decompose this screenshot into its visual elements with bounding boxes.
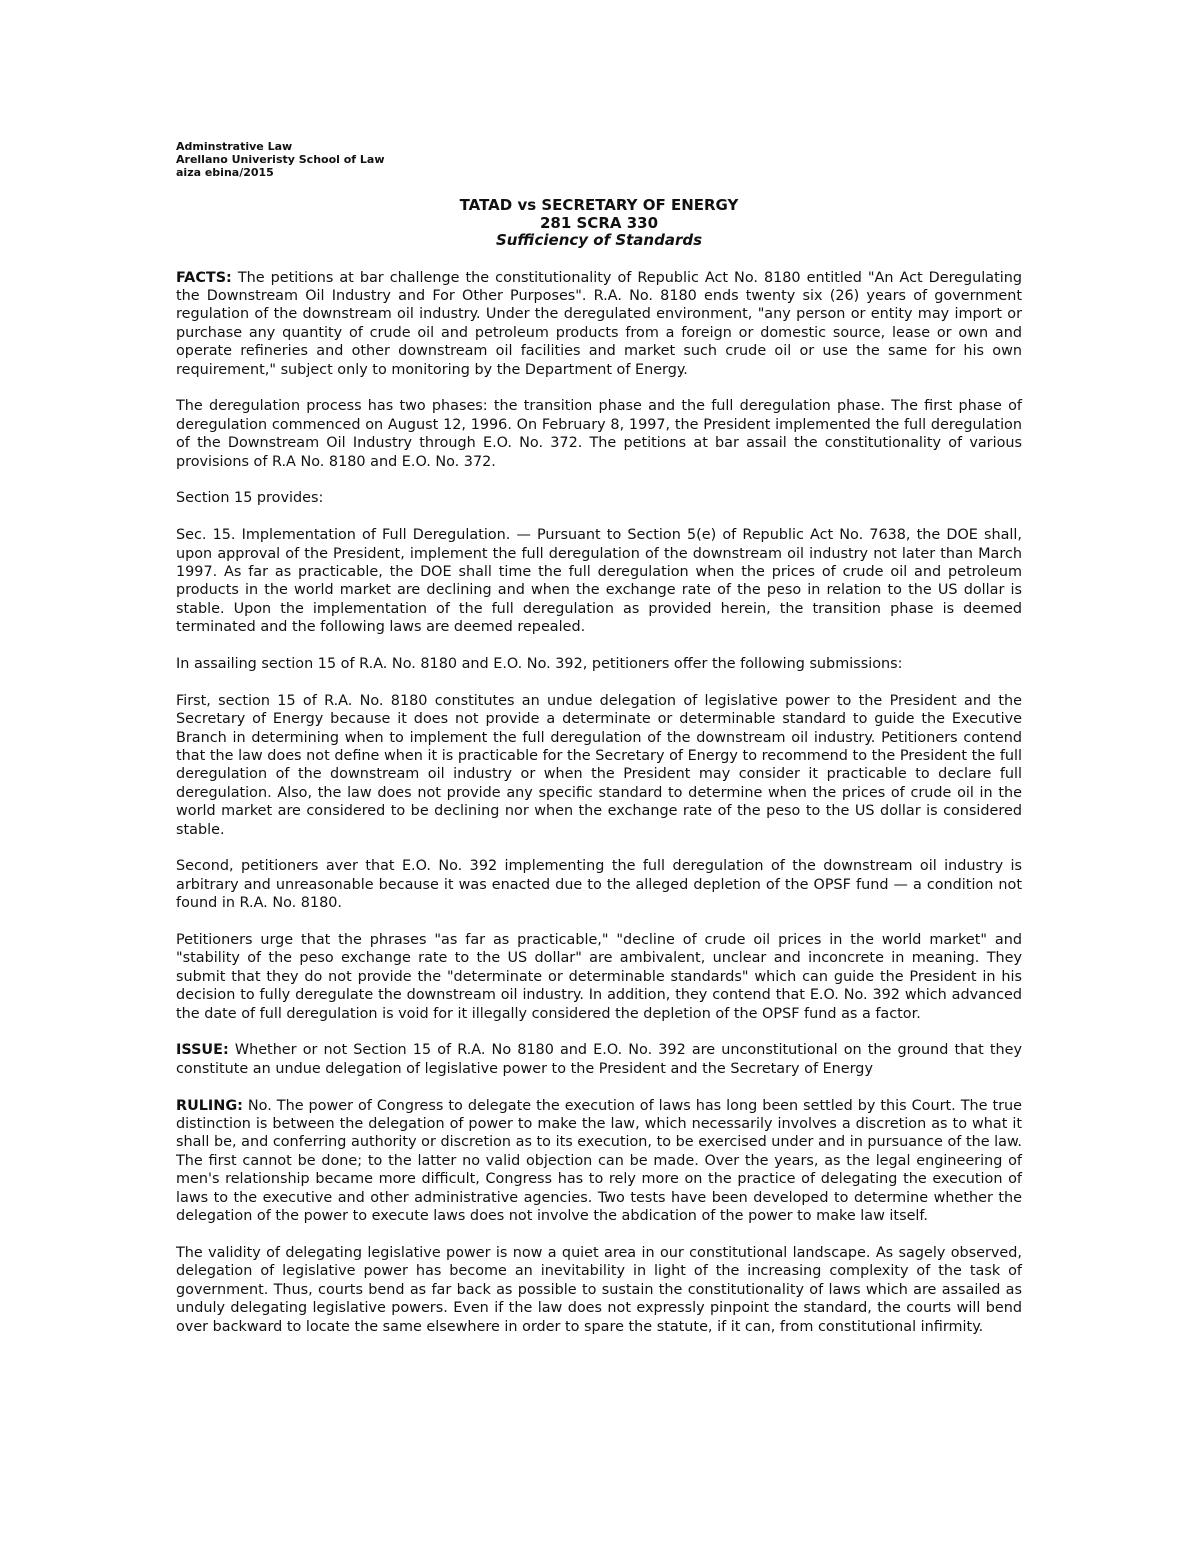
case-topic: Sufficiency of Standards <box>495 231 703 249</box>
submissions-intro-paragraph: In assailing section 15 of R.A. No. 8180 and E.O. No. 392, petitioners offer the following submissions: <box>176 655 903 672</box>
facts-label: FACTS: <box>176 269 232 286</box>
issue-text: Whether or not Section 15 of R.A. No 8180 and E.O. No. 392 are unconstitutional on the ground that they constitute an undue delegation of legislative power to the President and the Secretary of Energy <box>176 1042 1022 1077</box>
author-year: aiza ebina/2015 <box>176 166 274 179</box>
document-header <box>176 140 1022 179</box>
ruling-text: No. The power of Congress to delegate the execution of laws has long been settled by this Court. The true distinction is between the delegation of power to make the law, which necessarily involves a discretion as to what it shall be, and conferring authority or discretion as to its execution, to be exercised under and in pursuance of the law. The first cannot be done; to the latter no valid objection can be made. Over the years, as the legal engineering of men's relationship became more difficult, Congress has to rely more on the practice of delegating the execution of laws to the executive and other administrative agencies. Two tests have been developed to determine whether the delegation of the power to execute laws does not involve the abdication of the power to make law itself. <box>176 1097 1022 1225</box>
issue-paragraph <box>176 1041 1022 1078</box>
document-body <box>176 269 1022 1336</box>
case-title: TATAD vs SECRETARY OF ENERGY <box>459 196 739 214</box>
facts-paragraph <box>176 269 1022 379</box>
closing-paragraph: The validity of delegating legislative power is now a quiet area in our constitutional landscape. As sagely observed, delegation of legislative power has become an inevitability in light of the increasing complexity of the task of government. Thus, courts bend as far back as possible to sustain the constitutionality of laws which are assailed as unduly delegating legislative powers. Even if the law does not expressly pinpoint the standard, the courts will bend over backward to locate the same elsewhere in order to spare the statute, if it can, from constitutional infirmity. <box>176 1244 1022 1335</box>
first-submission-paragraph: First, section 15 of R.A. No. 8180 constitutes an undue delegation of legislative power to the President and the Secretary of Energy because it does not provide a determinate or determinable standard to guide the Executive Branch in determining when to implement the full deregulation of the downstream oil industry. Petitioners contend that the law does not define when it is practicable for the Secretary of Energy to recommend to the President the full deregulation of the downstream oil industry or when the President may consider it practicable to declare full deregulation. Also, the law does not provide any specific standard to determine when the prices of crude oil in the world market are considered to be declining nor when the exchange rate of the peso to the US dollar is considered stable. <box>176 692 1022 838</box>
course-name: Adminstrative Law <box>176 140 293 153</box>
ruling-label: RULING: <box>176 1097 243 1114</box>
second-submission-paragraph: Second, petitioners aver that E.O. No. 392 implementing the full deregulation of the downstream oil industry is arbitrary and unreasonable because it was enacted due to the alleged depletion of the OPSF fund — a condition not found in R.A. No. 8180. <box>176 858 1022 912</box>
issue-label: ISSUE: <box>176 1042 229 1059</box>
section-15-intro-paragraph: Section 15 provides: <box>176 490 324 507</box>
facts-text: The petitions at bar challenge the constitutionality of Republic Act No. 8180 entitled "An Act Deregulating the Downstream Oil Industry and For Other Purposes". R.A. No. 8180 ends twenty six (26) years of government regulation of the downstream oil industry. Under the deregulated environment, "any person or entity may import or purchase any quantity of crude oil and petroleum products from a foreign or domestic source, lease or own and operate refineries and other downstream oil facilities and market such crude oil or use the same for his own requirement," subject only to monitoring by the Department of Energy. <box>176 269 1022 378</box>
deregulation-phases-paragraph: The deregulation process has two phases: the transition phase and the full deregulation phase. The first phase of deregulation commenced on August 12, 1996. On February 8, 1997, the President implemented the full deregulation of the Downstream Oil Industry through E.O. No. 372. The petitions at bar assail the constitutionality of various provisions of R.A No. 8180 and E.O. No. 372. <box>176 398 1022 470</box>
case-citation: 281 SCRA 330 <box>539 213 659 232</box>
case-title-block <box>176 197 1022 250</box>
petitioners-urge-paragraph: Petitioners urge that the phrases "as far as practicable," "decline of crude oil prices in the world market" and "stability of the peso exchange rate to the US dollar" are ambivalent, unclear and inconcrete in meaning. They submit that they do not provide the "determinate or determinable standards" which can guide the President in his decision to fully deregulate the downstream oil industry. In addition, they contend that E.O. No. 392 which advanced the date of full deregulation is void for it illegally considered the depletion of the OPSF fund as a factor. <box>176 932 1022 1022</box>
ruling-paragraph <box>176 1097 1022 1226</box>
document-page <box>176 140 1022 1354</box>
school-name: Arellano Univeristy School of Law <box>176 153 385 166</box>
section-15-text-paragraph: Sec. 15. Implementation of Full Deregulation. — Pursuant to Section 5(e) of Republic Act No. 7638, the DOE shall, upon approval of the President, implement the full deregulation of the downstream oil industry not later than March 1997. As far as practicable, the DOE shall time the full deregulation when the prices of crude oil and petroleum products in the world market are declining and when the exchange rate of the peso in relation to the US dollar is stable. Upon the implementation of the full deregulation as provided herein, the transition phase is deemed terminated and the following laws are deemed repealed. <box>176 527 1022 636</box>
